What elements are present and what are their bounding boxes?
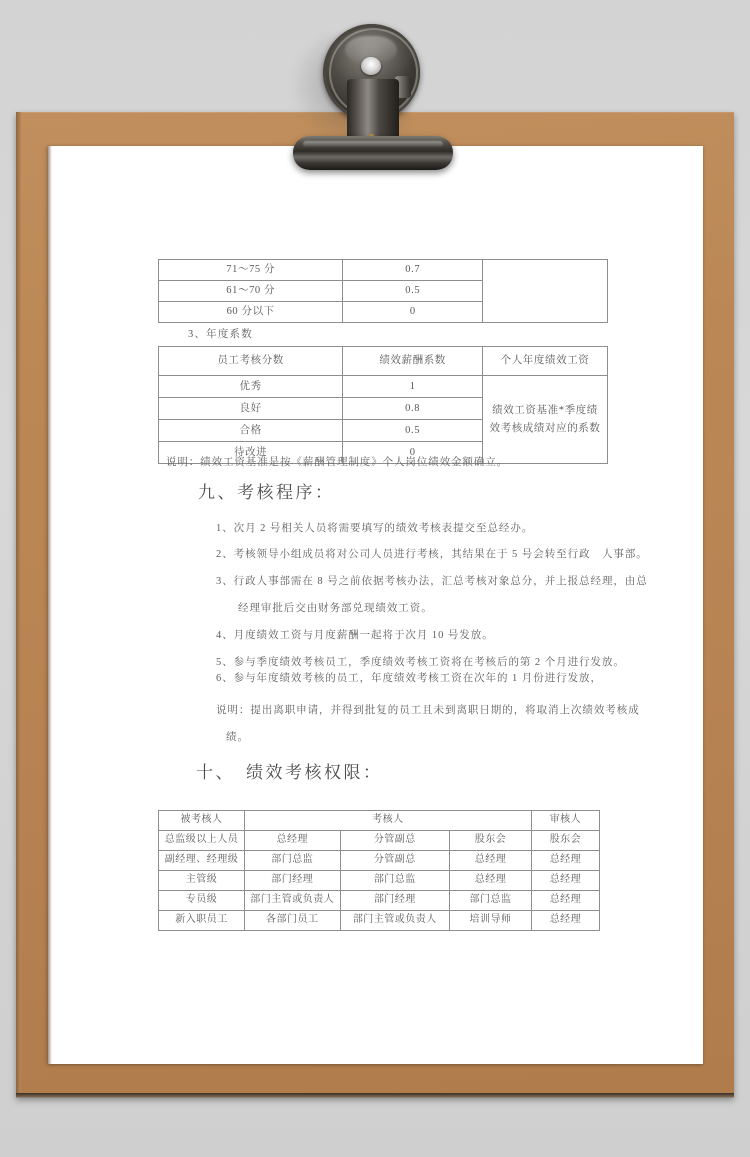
procedure-item: 6、参与年度绩效考核的员工，年度绩效考核工资在次年的 1 月份进行发放， [216,673,602,684]
assessor3-cell: 股东会 [450,831,532,851]
reviewer-cell: 总经理 [531,911,599,931]
table-row [159,831,600,851]
assessee-cell: 专员级 [159,891,245,911]
table-row [159,851,600,871]
table-header-row [159,811,600,831]
header-performance-coefficient: 绩效薪酬系数 [343,347,483,376]
assessor1-cell: 部门总监 [244,851,340,871]
coefficient-cell: 0.5 [343,281,483,302]
assessor1-cell: 各部门员工 [244,911,340,931]
coefficient-cell: 0.7 [343,260,483,281]
coefficient-cell: 0.8 [343,398,483,420]
header-employee-score: 员工考核分数 [159,347,343,376]
grade-cell: 待改进 [159,442,343,464]
coefficient-cell: 0.5 [343,420,483,442]
assessor3-cell: 培训导师 [450,911,532,931]
table-row [159,871,600,891]
annual-salary-formula-cell: 绩效工资基准*季度绩效考核成绩对应的系数 [483,376,608,464]
empty-note-cell [483,260,608,323]
resignation-note-continued: 绩。 [226,732,249,743]
clipboard-left-edge [16,112,21,1097]
assessor3-cell: 总经理 [450,851,532,871]
document-content [48,146,703,1064]
assessor3-cell: 部门总监 [450,891,532,911]
assessee-cell: 主管级 [159,871,245,891]
clipboard-bottom-edge [16,1093,734,1098]
grade-cell: 优秀 [159,376,343,398]
assessor2-cell: 部门经理 [340,891,449,911]
reviewer-cell: 总经理 [531,851,599,871]
table-row [159,891,600,911]
procedure-item: 1、次月 2 号相关人员将需要填写的绩效考核表提交至总经办。 [216,523,534,534]
procedure-item-continued: 经理审批后交由财务部兑现绩效工资。 [238,603,433,614]
resignation-note: 说明：提出离职申请，并得到批复的员工且未到离职日期的，将取消上次绩效考核成 [216,705,640,716]
assessee-cell: 总监级以上人员 [159,831,245,851]
assessee-cell: 新入职员工 [159,911,245,931]
section-nine-heading: 九、考核程序： [198,483,335,502]
header-assessor: 考核人 [244,811,531,831]
assessor2-cell: 部门主管或负责人 [340,911,449,931]
assessor2-cell: 部门总监 [340,871,449,891]
assessment-authority-table [158,810,600,931]
assessor2-cell: 分管副总 [340,851,449,871]
procedure-item: 5、参与季度绩效考核员工，季度绩效考核工资将在考核后的第 2 个月进行发放。 [216,657,625,668]
clip-bar-highlight [303,141,443,147]
section-ten-heading: 十、 绩效考核权限： [196,763,383,782]
score-range-cell: 61～70 分 [159,281,343,302]
coefficient-cell: 1 [343,376,483,398]
header-reviewer: 审核人 [531,811,599,831]
score-range-cell: 71～75 分 [159,260,343,281]
assessor1-cell: 总经理 [244,831,340,851]
reviewer-cell: 股东会 [531,831,599,851]
assessor1-cell: 部门主管或负责人 [244,891,340,911]
assessee-cell: 副经理、经理级 [159,851,245,871]
assessor3-cell: 总经理 [450,871,532,891]
table-header-row [159,347,608,376]
grade-cell: 良好 [159,398,343,420]
coefficient-cell: 0 [343,442,483,464]
procedure-item: 4、月度绩效工资与月度薪酬一起将于次月 10 号发放。 [216,630,494,641]
grade-cell: 合格 [159,420,343,442]
clip-disc-hole [361,57,381,75]
reviewer-cell: 总经理 [531,891,599,911]
table-row [159,260,608,281]
coefficient-cell: 0 [343,302,483,323]
reviewer-cell: 总经理 [531,871,599,891]
table-row [159,376,608,398]
procedure-item: 2、考核领导小组成员将对公司人员进行考核，其结果在于 5 号会转至行政 人事部。 [216,549,648,560]
table-row [159,911,600,931]
assessor1-cell: 部门经理 [244,871,340,891]
header-annual-salary: 个人年度绩效工资 [483,347,608,376]
score-range-cell: 60 分以下 [159,302,343,323]
annual-coefficient-table [158,346,608,464]
procedure-item: 3、行政人事部需在 8 号之前依据考核办法，汇总考核对象总分，并上报总经理，由总 [216,576,648,587]
bulldog-clip [285,24,465,174]
salary-basis-note: 说明：绩效工资基准是按《薪酬管理制度》个人岗位绩效金额确立。 [166,457,508,468]
annual-coefficient-label: 3、年度系数 [188,329,253,340]
score-coefficient-table [158,259,608,323]
assessor2-cell: 分管副总 [340,831,449,851]
header-assessee: 被考核人 [159,811,245,831]
